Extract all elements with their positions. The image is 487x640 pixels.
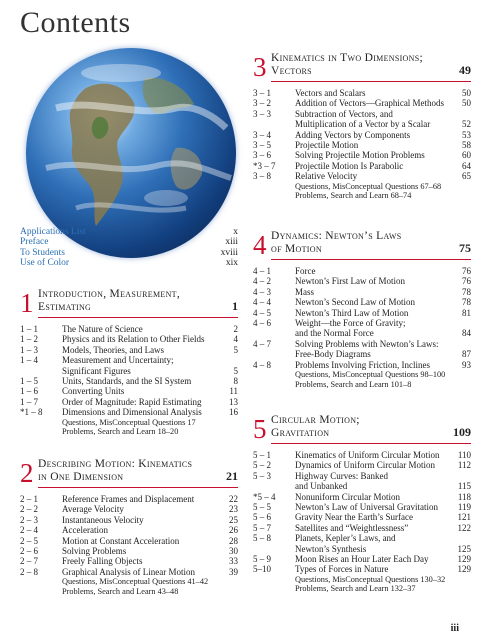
section-number: 3 – 1 [253, 88, 271, 98]
chapter-heading[interactable] [253, 228, 471, 266]
chapter-number: 4 [253, 230, 267, 260]
section-title [62, 525, 220, 535]
section-title [295, 140, 453, 150]
section-row[interactable] [20, 515, 238, 525]
chapter-title-line: Describing Motion: Kinematics [38, 458, 193, 470]
chapter-page: 1 [232, 299, 238, 313]
section-title-line: Gravity Near the Earth’s Surface [295, 512, 413, 523]
section-page: 125 [457, 543, 471, 554]
section-title-line: Graphical Analysis of Linear Motion [62, 566, 195, 577]
section-row[interactable] [253, 276, 471, 286]
section-number: 3 – 6 [253, 150, 271, 161]
section-title-line: Newton’s Third Law of Motion [295, 307, 409, 318]
section-row[interactable] [253, 339, 471, 360]
section-row[interactable] [253, 88, 471, 98]
section-page: 121 [457, 512, 471, 523]
front-matter-item[interactable] [20, 258, 238, 268]
section-title-line: Addition of Vectors—Graphical Methods [295, 98, 445, 109]
section-page: 84 [462, 328, 471, 339]
section-title [295, 88, 453, 98]
section-title [295, 450, 453, 460]
section-number: 4 – 6 [253, 318, 271, 329]
section-page: 129 [457, 564, 471, 575]
section-row[interactable] [253, 98, 471, 108]
section-page: 129 [457, 554, 471, 565]
section-row[interactable] [20, 334, 238, 344]
section-page: 78 [462, 297, 471, 308]
section-title [62, 397, 220, 407]
section-title [295, 564, 453, 574]
section-page: 23 [229, 504, 238, 515]
section-page: 28 [229, 535, 238, 546]
section-page: 122 [457, 522, 471, 533]
section-title [295, 276, 453, 286]
section-page: 22 [229, 494, 238, 504]
section-number: 3 – 5 [253, 140, 271, 151]
section-page: 65 [462, 171, 471, 182]
section-number: 3 – 8 [253, 171, 271, 182]
section-number: 5 – 8 [253, 533, 271, 544]
section-number: 4 – 3 [253, 286, 271, 297]
section-number: 3 – 3 [253, 108, 271, 119]
section-number: 2 – 2 [20, 504, 38, 515]
section-page: 87 [462, 349, 471, 360]
chapter-questions[interactable]: Questions, MisConceptual Questions 17 [62, 417, 196, 427]
section-title [295, 287, 453, 297]
section-page: 8 [233, 376, 238, 387]
section-number: 4 – 4 [253, 297, 271, 308]
front-matter-item[interactable] [20, 227, 238, 237]
section-number: 1 – 5 [20, 376, 38, 387]
section-row[interactable] [253, 450, 471, 460]
section-title-line: Solving Problems [62, 546, 127, 557]
section-page: 5 [233, 344, 238, 355]
section-title [295, 308, 453, 318]
section-number: 5–10 [253, 564, 271, 575]
section-number: 2 – 3 [20, 514, 38, 525]
section-title-line: and Unbanked [295, 481, 348, 492]
section-row[interactable] [253, 308, 471, 318]
chapter-title[interactable] [271, 230, 402, 256]
section-row[interactable] [253, 502, 471, 512]
section-number: 5 – 3 [253, 470, 271, 481]
section-row[interactable] [20, 546, 238, 556]
section-title-line: Dimensions and Dimensional Analysis [62, 407, 202, 418]
section-title [295, 502, 453, 512]
section-title [62, 324, 220, 334]
section-title-line: Significant Figures [62, 365, 131, 376]
section-row[interactable] [253, 554, 471, 564]
section-page: 33 [229, 556, 238, 567]
section-number: 4 – 8 [253, 359, 271, 370]
section-title [62, 355, 220, 376]
section-title-line: Weight—the Force of Gravity; [295, 318, 406, 329]
section-page: 5 [233, 365, 238, 376]
chapter-title[interactable] [271, 52, 423, 78]
section-title-line: Freely Falling Objects [62, 556, 143, 567]
section-row[interactable] [253, 287, 471, 297]
section-number: 5 – 2 [253, 460, 271, 471]
section-title [295, 512, 453, 522]
section-row[interactable] [20, 494, 238, 504]
section-title [295, 339, 453, 360]
front-matter-page: xix [225, 258, 238, 269]
section-title [62, 515, 220, 525]
section-row[interactable] [253, 171, 471, 181]
chapter-title-line: of Motion [271, 243, 322, 255]
section-title-line: Newton’s Law of Universal Gravitation [295, 502, 438, 513]
front-matter-page: x [233, 227, 238, 237]
section-title [62, 376, 220, 386]
section-row[interactable] [20, 525, 238, 535]
section-row[interactable] [253, 492, 471, 502]
page-number: iii [450, 623, 459, 634]
section-page: 50 [462, 98, 471, 109]
section-page: 78 [462, 286, 471, 297]
section-row[interactable] [253, 266, 471, 276]
chapter-title-line: Dynamics: Newton’s Laws [271, 230, 402, 242]
section-title [295, 171, 453, 181]
section-title-line: Measurement and Uncertainty; [62, 355, 174, 366]
section-title-line: Projectile Motion [295, 140, 359, 151]
page-title: Contents [20, 6, 131, 39]
section-row[interactable] [20, 376, 238, 386]
section-number: 5 – 7 [253, 522, 271, 533]
chapter-title-line: in One Dimension [38, 471, 124, 483]
section-row[interactable] [253, 161, 471, 171]
section-row[interactable] [253, 150, 471, 160]
section-title-line: Newton’s Synthesis [295, 543, 367, 554]
section-page: 112 [457, 460, 471, 471]
chapter-title-line: Kinematics in Two Dimensions; [271, 52, 423, 64]
section-page: 76 [462, 266, 471, 276]
chapter-page: 21 [226, 469, 238, 483]
section-number: 1 – 6 [20, 386, 38, 397]
front-matter-page: xiii [225, 237, 238, 248]
section-title-line: Moon Rises an Hour Later Each Day [295, 554, 429, 565]
chapter-problems[interactable]: Problems, Search and Learn 101–8 [295, 379, 412, 389]
section-title-line: Units, Standards, and the SI System [62, 376, 192, 387]
section-title-line: Newton’s Second Law of Motion [295, 297, 415, 308]
chapter-number: 5 [253, 414, 267, 444]
chapter-title-line: Estimating [38, 301, 92, 313]
front-matter-page: xviii [220, 247, 238, 258]
section-title [62, 334, 220, 344]
section-number: 4 – 7 [253, 338, 271, 349]
section-row[interactable] [253, 471, 471, 492]
section-row[interactable] [20, 407, 238, 417]
section-title-line: Order of Magnitude: Rapid Estimating [62, 396, 202, 407]
section-row[interactable] [253, 140, 471, 150]
chapter-1 [20, 286, 238, 437]
section-title-line: Models, Theories, and Laws [62, 344, 165, 355]
section-row[interactable] [20, 397, 238, 407]
section-row[interactable] [20, 556, 238, 566]
section-title [62, 546, 220, 556]
section-row[interactable] [20, 386, 238, 396]
section-page: 13 [229, 396, 238, 407]
section-title [295, 98, 453, 108]
chapter-questions[interactable]: Questions, MisConceptual Questions 67–68 [295, 181, 442, 191]
chapter-page: 109 [453, 425, 471, 439]
section-number: 1 – 1 [20, 324, 38, 334]
section-page: 11 [229, 386, 238, 397]
chapter-problems[interactable]: Problems, Search and Learn 68–74 [295, 191, 412, 201]
section-title [295, 492, 453, 502]
section-title-line: Motion at Constant Acceleration [62, 535, 180, 546]
section-title [295, 318, 453, 339]
chapter-divider [271, 443, 471, 444]
section-number: *3 – 7 [253, 160, 276, 171]
section-title [62, 556, 220, 566]
section-number: 5 – 5 [253, 502, 271, 513]
chapter-divider [38, 317, 238, 318]
section-title-line: Force [295, 266, 316, 276]
chapter-title[interactable] [38, 458, 192, 484]
section-number: 2 – 6 [20, 546, 38, 557]
section-row[interactable] [253, 130, 471, 140]
section-title-line: Average Velocity [62, 504, 124, 515]
chapter-problems[interactable]: Problems, Search and Learn 43–48 [62, 586, 179, 596]
section-row[interactable] [253, 360, 471, 370]
section-number: 1 – 4 [20, 355, 38, 366]
section-row[interactable] [20, 567, 238, 577]
section-page: 2 [233, 324, 238, 334]
section-title-line: Nonuniform Circular Motion [295, 491, 400, 502]
front-matter-list [20, 227, 238, 269]
chapter-heading[interactable] [20, 456, 238, 494]
chapter-title[interactable] [271, 414, 360, 440]
section-number: 1 – 2 [20, 334, 38, 345]
chapter-problems[interactable]: Problems, Search and Learn 132–37 [295, 584, 416, 594]
section-page: 64 [462, 160, 471, 171]
section-title [295, 109, 453, 130]
section-title-line: Reference Frames and Displacement [62, 494, 195, 504]
section-title-line: Problems Involving Friction, Inclines [295, 359, 430, 370]
section-number: 5 – 6 [253, 512, 271, 523]
chapter-problems[interactable]: Problems, Search and Learn 18–20 [62, 427, 179, 437]
chapter-heading[interactable] [253, 50, 471, 88]
chapter-title-line: Gravitation [271, 427, 330, 439]
chapter-number: 2 [20, 458, 34, 488]
section-page: 52 [462, 119, 471, 130]
chapter-divider [38, 487, 238, 488]
section-number: 3 – 2 [253, 98, 271, 109]
section-title-line: Newton’s First Law of Motion [295, 276, 405, 287]
front-matter-label[interactable]: Preface [20, 237, 49, 248]
section-page: 58 [462, 140, 471, 151]
section-row[interactable] [20, 504, 238, 514]
section-row[interactable] [20, 324, 238, 334]
section-title-line: Types of Forces in Nature [295, 564, 389, 575]
section-title [62, 386, 220, 396]
section-title-line: Relative Velocity [295, 171, 358, 182]
section-title-line: Multiplication of a Vector by a Scalar [295, 119, 431, 130]
section-title-line: Instantaneous Velocity [62, 514, 144, 525]
section-page: 115 [457, 481, 471, 492]
section-title-line: Planets, Kepler’s Laws, and [295, 533, 396, 544]
section-number: 4 – 2 [253, 276, 271, 287]
section-title [62, 504, 220, 514]
front-matter-label[interactable]: Use of Color [20, 258, 70, 269]
chapter-heading[interactable] [253, 412, 471, 450]
section-title-line: Highway Curves: Banked [295, 470, 388, 481]
section-title [295, 130, 453, 140]
section-page: 118 [457, 491, 471, 502]
section-title-line: The Nature of Science [62, 324, 143, 334]
section-row[interactable] [253, 533, 471, 554]
section-title [295, 554, 453, 564]
section-row[interactable] [253, 318, 471, 339]
chapter-title[interactable] [38, 288, 180, 314]
chapter-2 [20, 456, 238, 596]
chapter-divider [271, 81, 471, 82]
section-title-line: Converting Units [62, 386, 125, 397]
section-row[interactable] [20, 536, 238, 546]
section-title [295, 460, 453, 470]
section-title [62, 345, 220, 355]
front-matter-label[interactable]: To Students [20, 247, 65, 258]
section-page: 60 [462, 150, 471, 161]
section-number: 3 – 4 [253, 129, 271, 140]
chapter-3 [253, 50, 471, 201]
section-title [295, 161, 453, 171]
front-matter-item[interactable] [20, 248, 238, 258]
section-title-line: Kinematics of Uniform Circular Motion [295, 450, 440, 460]
section-page: 4 [233, 334, 238, 345]
chapter-number: 3 [253, 52, 267, 82]
section-title [295, 523, 453, 533]
section-number: 2 – 8 [20, 566, 38, 577]
section-row[interactable] [253, 564, 471, 574]
section-title-line: Subtraction of Vectors, and [295, 108, 393, 119]
section-number: 5 – 1 [253, 450, 271, 460]
section-title-line: Free-Body Diagrams [295, 349, 371, 360]
section-title-line: Mass [295, 286, 315, 297]
front-matter-item[interactable] [20, 237, 238, 247]
section-title-line: Physics and its Relation to Other Fields [62, 334, 205, 345]
section-number: 2 – 7 [20, 556, 38, 567]
section-row[interactable] [253, 512, 471, 522]
section-title-line: Vectors and Scalars [295, 88, 366, 98]
section-page: 39 [229, 566, 238, 577]
chapter-questions[interactable]: Questions, MisConceptual Questions 98–100 [295, 370, 446, 380]
section-page: 93 [462, 359, 471, 370]
chapter-5 [253, 412, 471, 594]
section-title [295, 360, 453, 370]
section-number: *1 – 8 [20, 407, 43, 418]
section-row[interactable] [20, 355, 238, 376]
section-page: 81 [462, 307, 471, 318]
section-row[interactable] [253, 523, 471, 533]
section-title [295, 471, 453, 492]
section-title-line: Acceleration [62, 525, 108, 536]
chapter-questions[interactable]: Questions, MisConceptual Questions 41–42 [62, 577, 209, 587]
section-row[interactable] [253, 460, 471, 470]
section-page: 119 [457, 502, 471, 513]
chapter-title-line: Circular Motion; [271, 414, 360, 426]
section-title [295, 533, 453, 554]
section-number: 4 – 1 [253, 266, 271, 276]
section-page: 30 [229, 546, 238, 557]
section-title-line: Solving Problems with Newton’s Laws: [295, 338, 439, 349]
chapter-number: 1 [20, 288, 34, 318]
section-title-line: and the Normal Force [295, 328, 374, 339]
section-number: 1 – 7 [20, 396, 38, 407]
section-number: 2 – 1 [20, 494, 38, 504]
chapter-page: 75 [459, 241, 471, 255]
section-page: 50 [462, 88, 471, 98]
chapter-page: 49 [459, 63, 471, 77]
section-title-line: Solving Projectile Motion Problems [295, 150, 425, 161]
chapter-divider [271, 259, 471, 260]
section-title [62, 536, 220, 546]
section-title-line: Adding Vectors by Components [295, 129, 411, 140]
section-page: 76 [462, 276, 471, 287]
section-number: 5 – 9 [253, 554, 271, 565]
front-matter-label[interactable]: Applications List [20, 227, 86, 237]
section-number: 4 – 5 [253, 307, 271, 318]
section-title-line: Projectile Motion Is Parabolic [295, 160, 404, 171]
section-number: *5 – 4 [253, 491, 276, 502]
section-page: 25 [229, 514, 238, 525]
chapter-questions[interactable]: Questions, MisConceptual Questions 130–32 [295, 574, 446, 584]
section-title-line: Satellites and “Weightlessness” [295, 522, 409, 533]
chapter-title-line: Vectors [271, 65, 312, 77]
section-title [62, 567, 220, 577]
section-page: 16 [229, 407, 238, 418]
chapter-heading[interactable] [20, 286, 238, 324]
section-row[interactable] [253, 297, 471, 307]
section-title [62, 407, 220, 417]
section-page: 53 [462, 129, 471, 140]
section-page: 26 [229, 525, 238, 536]
chapter-title-line: Introduction, Measurement, [38, 288, 181, 300]
section-title [62, 494, 220, 504]
section-row[interactable] [20, 345, 238, 355]
section-title [295, 150, 453, 160]
section-number: 1 – 3 [20, 344, 38, 355]
section-number: 2 – 5 [20, 535, 38, 546]
section-title [295, 266, 453, 276]
section-number: 2 – 4 [20, 525, 38, 536]
section-title-line: Dynamics of Uniform Circular Motion [295, 460, 435, 471]
chapter-4 [253, 228, 471, 389]
section-page: 110 [457, 450, 471, 460]
section-title [295, 297, 453, 307]
section-row[interactable] [253, 109, 471, 130]
